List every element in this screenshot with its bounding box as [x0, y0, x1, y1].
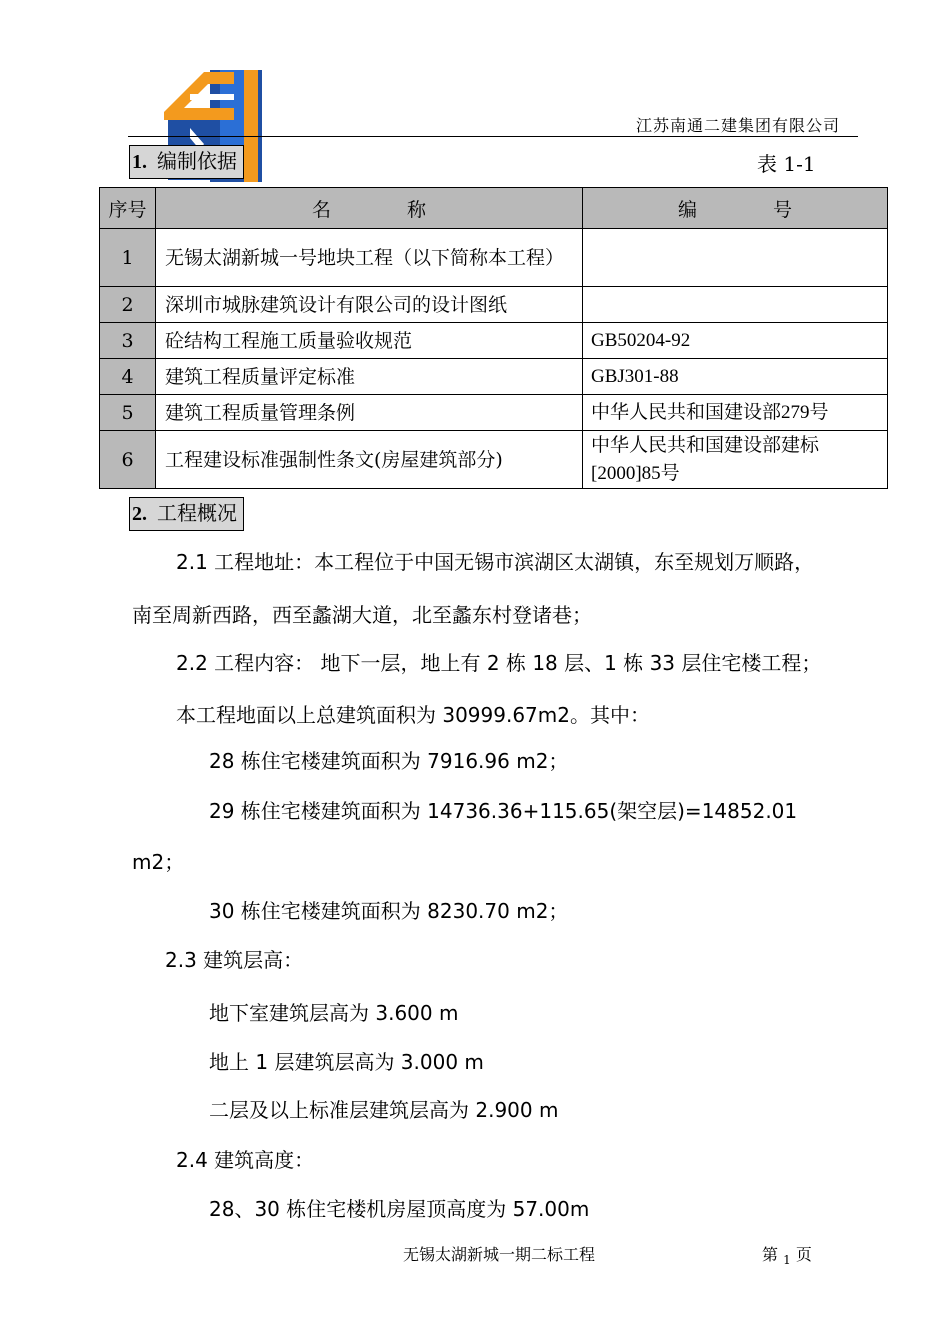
section-number: 1.	[132, 151, 147, 173]
header-cell-code: 编 号	[583, 188, 888, 229]
page-number: 1	[783, 1253, 791, 1267]
row-name: 建筑工程质量管理条例	[156, 395, 583, 431]
page-suffix: 页	[795, 1245, 812, 1264]
row-name: 深圳市城脉建筑设计有限公司的设计图纸	[156, 287, 583, 323]
page-prefix: 第	[762, 1245, 779, 1264]
company-name: 江苏南通二建集团有限公司	[636, 116, 841, 135]
row-index: 4	[100, 359, 156, 395]
header-cell-index: 序号	[100, 188, 156, 229]
table-row	[100, 359, 888, 395]
row-code	[583, 229, 888, 287]
row-code: 中华人民共和国建设部建标[2000]85号	[583, 431, 888, 489]
row-name: 建筑工程质量评定标准	[156, 359, 583, 395]
row-code	[583, 287, 888, 323]
row-index: 6	[100, 431, 156, 489]
paragraph-floor-height-heading: 2.3 建筑层高：	[165, 948, 304, 972]
row-code: GBJ301-88	[583, 359, 888, 395]
paragraph-building-29: 29 栋住宅楼建筑面积为 14736.36+115.65(架空层)=14852.01	[209, 799, 798, 823]
row-code: 中华人民共和国建设部279号	[583, 395, 888, 431]
paragraph-address-line1: 2.1 工程地址：本工程位于中国无锡市滨湖区太湖镇，东至规划万顺路，	[176, 550, 815, 574]
paragraph-first-floor-height: 地上 1 层建筑层高为 3.000 m	[209, 1050, 484, 1074]
row-index: 5	[100, 395, 156, 431]
row-index: 2	[100, 287, 156, 323]
paragraph-building-29-cont: m2；	[132, 850, 185, 874]
section-heading-2	[129, 497, 244, 531]
table-row	[100, 431, 888, 489]
row-name: 工程建设标准强制性条文(房屋建筑部分)	[156, 431, 583, 489]
table-row	[100, 323, 888, 359]
header-cell-name: 名 称	[156, 188, 583, 229]
table-header-row	[100, 188, 888, 229]
row-name: 无锡太湖新城一号地块工程（以下简称本工程）	[156, 229, 583, 287]
paragraph-building-height-heading: 2.4 建筑高度：	[176, 1148, 315, 1172]
section-title: 工程概况	[157, 501, 237, 525]
paragraph-content-line2: 本工程地面以上总建筑面积为 30999.67m2。其中：	[176, 703, 650, 727]
paragraph-machine-room-height: 28、30 栋住宅楼机房屋顶高度为 57.00m	[209, 1197, 590, 1221]
table-number: 表 1-1	[757, 152, 816, 176]
paragraph-basement-height: 地下室建筑层高为 3.600 m	[209, 1001, 459, 1025]
table-row	[100, 287, 888, 323]
paragraph-standard-floor-height: 二层及以上标准层建筑层高为 2.900 m	[209, 1098, 559, 1122]
footer-page-number	[762, 1242, 812, 1265]
paragraph-building-30: 30 栋住宅楼建筑面积为 8230.70 m2；	[209, 899, 569, 923]
table-row	[100, 395, 888, 431]
row-name: 砼结构工程施工质量验收规范	[156, 323, 583, 359]
footer-project-name: 无锡太湖新城一期二标工程	[403, 1245, 596, 1264]
table-row	[100, 229, 888, 287]
paragraph-address-line2: 南至周新西路，西至蠡湖大道，北至蠡东村登诸巷；	[132, 603, 592, 627]
row-index: 3	[100, 323, 156, 359]
row-code: GB50204-92	[583, 323, 888, 359]
row-index: 1	[100, 229, 156, 287]
section-title: 编制依据	[157, 149, 237, 173]
header-rule	[128, 136, 858, 137]
basis-table	[99, 187, 888, 489]
section-number: 2.	[132, 503, 147, 525]
section-heading-1	[129, 145, 244, 179]
paragraph-content-line1: 2.2 工程内容： 地下一层，地上有 2 栋 18 层、1 栋 33 层住宅楼工程；	[176, 651, 822, 675]
paragraph-building-28: 28 栋住宅楼建筑面积为 7916.96 m2；	[209, 749, 569, 773]
